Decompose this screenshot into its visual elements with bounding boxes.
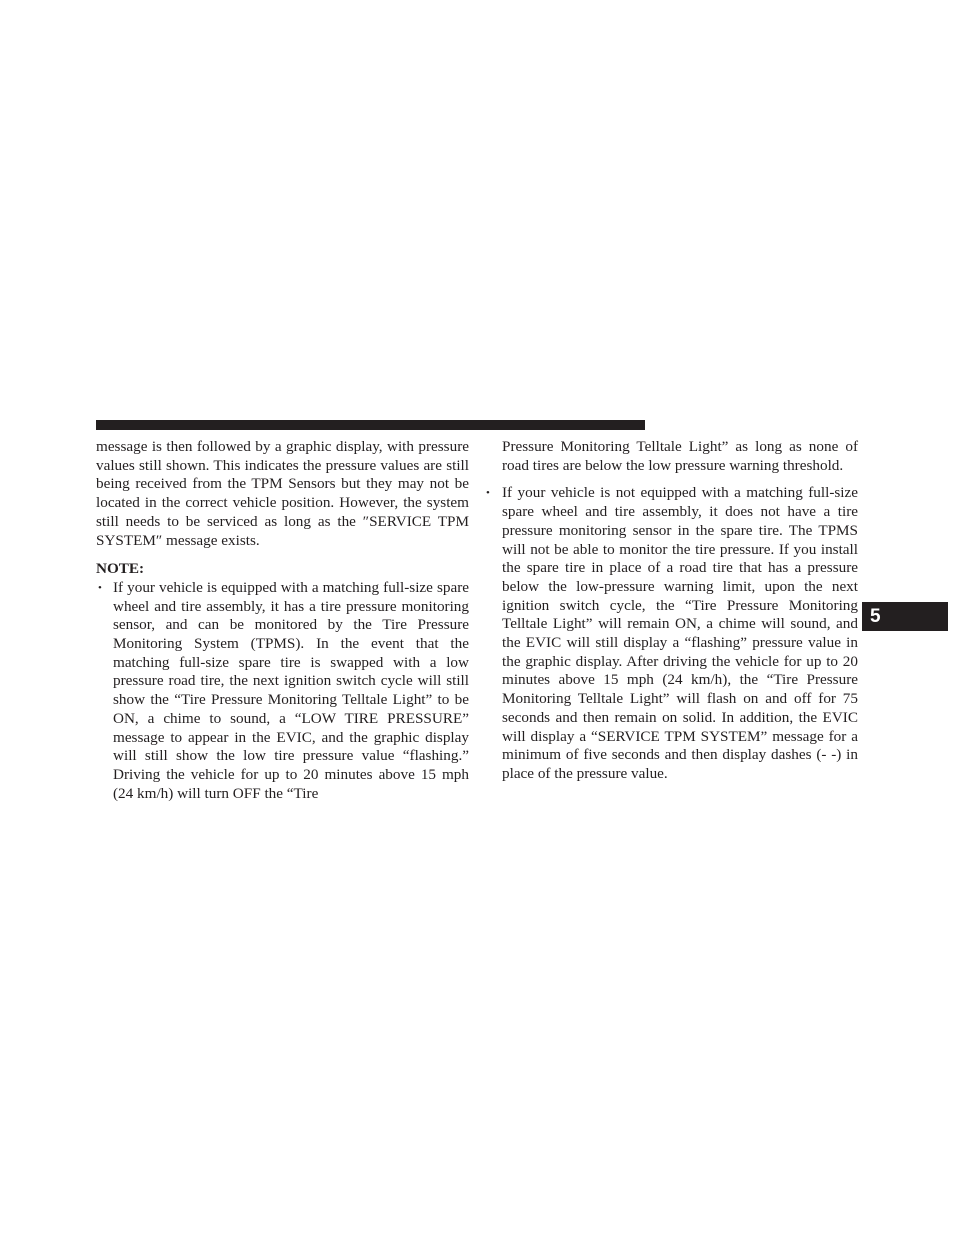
right-text-column (486, 438, 858, 784)
note-label: NOTE: (96, 560, 145, 578)
section-top-rule (96, 420, 645, 430)
bullet-icon: • (486, 487, 490, 500)
bullet-item-spare-not-equipped (486, 484, 858, 783)
chapter-number-tab: 5 (862, 602, 948, 631)
bullet-text: If your vehicle is equipped with a matching full-size spare wheel and tire assembly, it has a tire pressure monitoring sensor, and can be monitored by the Tire Pressure Monitoring System (TPMS). In the event that the matching full-size spare tire is swapped with a low pressure road tire, the next ignition switch cycle will still show the “Tire Pressure Monitoring Telltale Light” to be ON, a chime to sound, a “LOW TIRE PRESSURE” message to appear in the EVIC, and the graphic display will still show the low tire pressure value “flashing.” Driving the vehicle for up to 20 minutes above 15 mph (24 km/h) will turn OFF the “Tire (113, 578, 469, 802)
intro-paragraph: message is then followed by a graphic display, with pressure values still shown. This indicates the pressure values are still being received from the TPM Sensors but they may not be located in the correct vehicle position. However, the system still needs to be serviced as long as the ″SERVICE TPM SYSTEM″ message exists. (96, 438, 469, 549)
bullet-text: If your vehicle is not equipped with a matching full-size spare wheel and tire assembly, it does not have a tire pressure monitoring sensor in the spare tire. The TPMS will not be able to monitor the tire pressure. If you install the spare tire in place of a road tire that has a pressure below the low-pressure warning limit, upon the next ignition switch cycle, the “Tire Pressure Monitoring Telltale Light” will remain ON, a chime will sound, and the EVIC will still display a “flashing” pressure value in the graphic display. After driving the vehicle for up to 20 minutes above 15 mph (24 km/h), the “Tire Pressure Monitoring Telltale Light” will flash on and off for 75 seconds and then remain on solid. In addition, the EVIC will display a “SERVICE TPM SYSTEM” message for a minimum of five seconds and then display dashes (- -) in place of the pressure value. (502, 484, 858, 782)
bullet-continuation-text: Pressure Monitoring Telltale Light” as long as none of road tires are below the low pressure warning threshold. (502, 438, 858, 474)
bullet-icon: • (98, 581, 102, 594)
bullet-item-spare-equipped (96, 579, 469, 803)
left-text-column (96, 438, 469, 803)
